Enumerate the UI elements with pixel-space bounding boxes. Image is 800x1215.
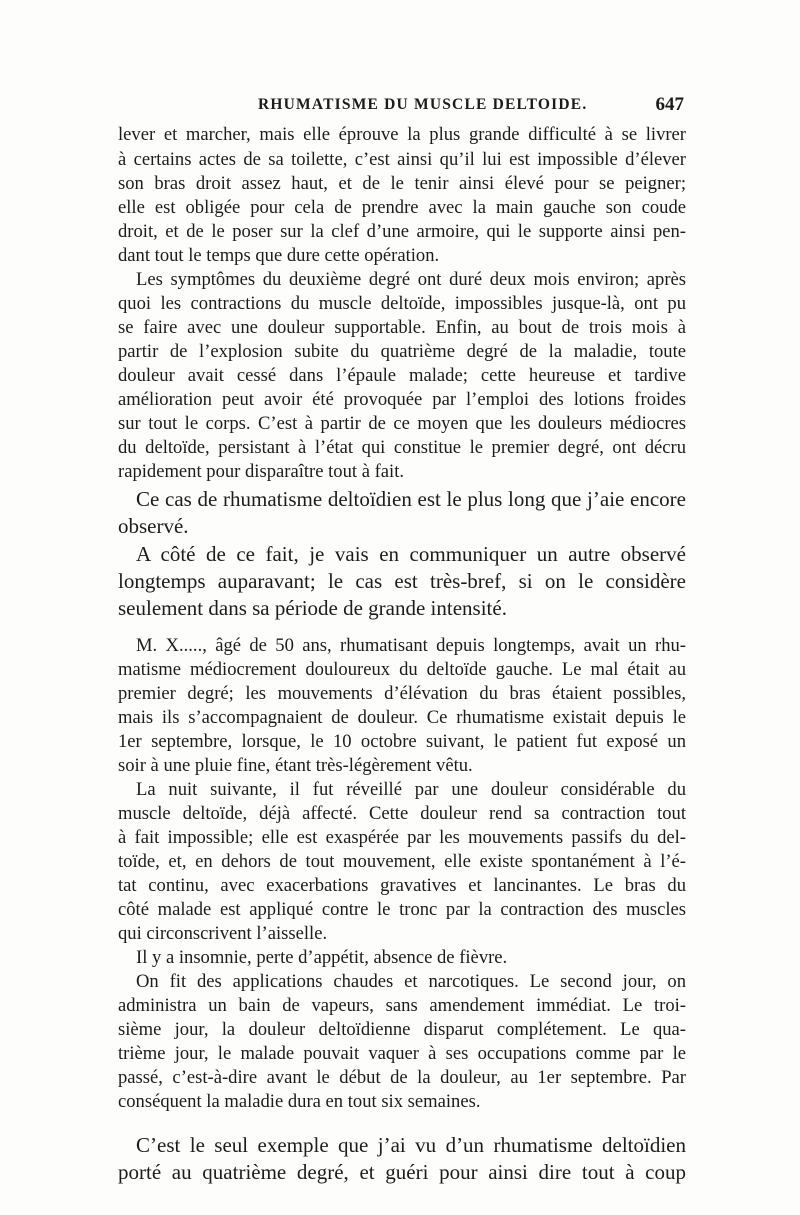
page-number: 647 <box>655 94 684 115</box>
text-line: rapidement pour disparaître tout à fait. <box>118 461 405 482</box>
text-line: A côté de ce fait, je vais en communiquer un autre observé <box>136 542 686 566</box>
text-line: son bras droit assez haut, et de le tenir ainsi élevé pour se peigner; <box>118 173 686 194</box>
text-line: M. X....., âgé de 50 ans, rhumatisant depuis longtemps, avait un rhu- <box>136 635 686 656</box>
text-line: passé, c’est-à-dire avant le début de la douleur, au 1er septembre. Par <box>118 1067 686 1088</box>
text-line: conséquent la maladie dura en tout six semaines. <box>118 1091 481 1112</box>
text-line: soir à une pluie fine, étant très-légèrement vêtu. <box>118 755 473 776</box>
text-line: côté malade est appliqué contre le tronc par la contraction des muscles <box>118 899 686 920</box>
text-line: mais ils s’accompagnaient de douleur. Ce rhumatisme existait depuis le <box>118 707 686 728</box>
text-line: longtemps auparavant; le cas est très-bref, si on le considère <box>118 569 686 593</box>
text-line: sième jour, la douleur deltoïdienne disparut complétement. Le qua- <box>118 1019 686 1040</box>
text-line: à certains actes de sa toilette, c’est ainsi qu’il lui est impossible d’élever <box>118 149 686 170</box>
text-line: droit, et de le poser sur la clef d’une armoire, qui le supporte ainsi pen- <box>118 221 686 242</box>
text-line: La nuit suivante, il fut réveillé par une douleur considérable du <box>136 779 686 800</box>
text-line: se faire avec une douleur supportable. Enfin, au bout de trois mois à <box>118 317 686 338</box>
text-line: dant tout le temps que dure cette opération. <box>118 245 440 266</box>
text-line: elle est obligée pour cela de prendre avec la main gauche son coude <box>118 197 686 218</box>
text-line: On fit des applications chaudes et narcotiques. Le second jour, on <box>136 971 686 992</box>
text-line: sur tout le corps. C’est à partir de ce moyen que les douleurs médiocres <box>118 413 686 434</box>
text-line: seulement dans sa période de grande intensité. <box>118 596 507 620</box>
text-line: muscle deltoïde, déjà affecté. Cette douleur rend sa contraction tout <box>118 803 686 824</box>
text-line: observé. <box>118 514 189 538</box>
page-header <box>118 96 686 122</box>
text-line: premier degré; les mouvements d’élévation du bras étaient possibles, <box>118 683 686 704</box>
text-line: lever et marcher, mais elle éprouve la plus grande difficulté à se livrer <box>118 124 686 145</box>
text-line: amélioration peut avoir été provoquée par l’emploi des lotions froides <box>118 389 686 410</box>
text-line: du deltoïde, persistant à l’état qui constitue le premier degré, ont décru <box>118 437 686 458</box>
text-line: quoi les contractions du muscle deltoïde, impossibles jusque-là, ont pu <box>118 293 686 314</box>
text-line: partir de l’explosion subite du quatrième degré de la maladie, toute <box>118 341 686 362</box>
text-line: à fait impossible; elle est exaspérée par les mouvements passifs du del- <box>118 827 686 848</box>
text-line: porté au quatrième degré, et guéri pour ainsi dire tout à coup <box>118 1160 686 1184</box>
text-line: C’est le seul exemple que j’ai vu d’un rhumatisme deltoïdien <box>136 1133 686 1157</box>
text-line: matisme médiocrement douloureux du deltoïde gauche. Le mal était au <box>118 659 686 680</box>
text-line: 1er septembre, lorsque, le 10 octobre suivant, le patient fut exposé un <box>118 731 686 752</box>
text-line: administra un bain de vapeurs, sans amendement immédiat. Le troi- <box>118 995 686 1016</box>
running-title: RHUMATISME DU MUSCLE DELTOIDE. <box>258 96 588 113</box>
text-line: trième jour, le malade pouvait vaquer à ses occupations comme par le <box>118 1043 686 1064</box>
text-line: Ce cas de rhumatisme deltoïdien est le plus long que j’aie encore <box>136 487 686 511</box>
text-line: Il y a insomnie, perte d’appétit, absence de fièvre. <box>136 947 508 968</box>
text-line: toïde, et, en dehors de tout mouvement, elle existe spontanément à l’é- <box>118 851 686 872</box>
text-line: Les symptômes du deuxième degré ont duré deux mois environ; après <box>136 269 686 290</box>
text-line: douleur avait cessé dans l’épaule malade; cette heureuse et tardive <box>118 365 686 386</box>
text-line: tat continu, avec exacerbations gravatives et lancinantes. Le bras du <box>118 875 686 896</box>
text-line: qui circonscrivent l’aisselle. <box>118 923 328 944</box>
